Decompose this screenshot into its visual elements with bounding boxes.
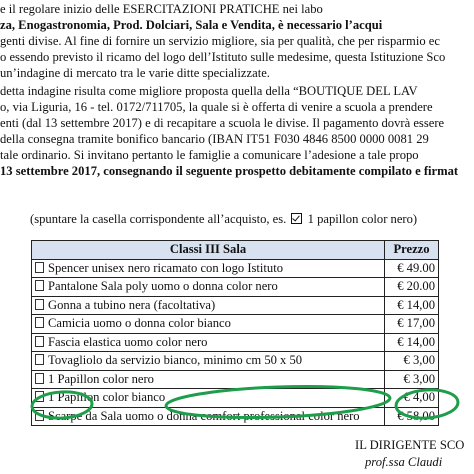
table-row bbox=[32, 333, 439, 352]
intro-line: della consegna tramite bonifico bancario (IBAN IT51 F030 4846 8500 0000 0081 29 bbox=[0, 132, 429, 146]
table-row bbox=[32, 296, 439, 315]
instruction-text: (spuntare la casella corrispondente all’acquisto, es. bbox=[30, 212, 287, 226]
instruction-example: 1 papillon color nero) bbox=[307, 212, 418, 226]
checkbox[interactable] bbox=[35, 391, 44, 402]
checkbox[interactable] bbox=[35, 262, 44, 273]
price-cell: € 49.00 bbox=[385, 259, 439, 278]
checkbox-instruction bbox=[30, 212, 417, 227]
checkbox[interactable] bbox=[35, 280, 44, 291]
column-header-item: Classi III Sala bbox=[32, 241, 385, 260]
price-cell: € 4,00 bbox=[385, 389, 439, 408]
table-row bbox=[32, 407, 439, 426]
intro-line: e il regolare inizio delle ESERCITAZIONI PRATICHE nei labo bbox=[0, 2, 323, 16]
table-row bbox=[32, 352, 439, 371]
item-cell: Pantalone Sala poly uomo o donna color nero bbox=[32, 278, 385, 297]
price-cell: € 58,00 bbox=[385, 407, 439, 426]
table-row bbox=[32, 315, 439, 334]
price-cell: € 3,00 bbox=[385, 370, 439, 389]
intro-line: za, Enogastronomia, Prod. Dolciari, Sala e Vendita, è necessario l’acqui bbox=[0, 18, 383, 32]
item-cell: Camicia uomo o donna color bianco bbox=[32, 315, 385, 334]
checked-box-icon bbox=[291, 213, 302, 224]
intro-line: o essendo previsto il ricamo del logo dell’Istituto sulle medesime, questa Istituzione Sco bbox=[0, 50, 446, 64]
checkbox[interactable] bbox=[35, 354, 44, 365]
checkbox[interactable] bbox=[35, 410, 44, 421]
item-cell: 1 Papillon color bianco bbox=[32, 389, 385, 408]
intro-line: o, via Liguria, 16 - tel. 0172/711705, la quale si è offerta di venire a scuola a prendere bbox=[0, 100, 433, 114]
table-row bbox=[32, 389, 439, 408]
item-cell: Gonna a tubino nera (facoltativa) bbox=[32, 296, 385, 315]
intro-line: genti divise. Al fine di fornire un servizio migliore, sia per qualità, che per risparmio ec bbox=[0, 34, 440, 48]
price-cell: € 14,00 bbox=[385, 296, 439, 315]
intro-line: 13 settembre 2017, consegnando il seguente prospetto debitamente compilato e firmat bbox=[0, 164, 459, 178]
intro-line: un’indagine di mercato tra le varie ditte specializzate. bbox=[0, 66, 270, 80]
checkbox[interactable] bbox=[35, 317, 44, 328]
table-row bbox=[32, 370, 439, 389]
checkbox[interactable] bbox=[35, 299, 44, 310]
checkbox[interactable] bbox=[35, 373, 44, 384]
intro-line: detta indagine risulta come migliore proposta quella della “BOUTIQUE DEL LAV bbox=[0, 84, 418, 98]
table-row bbox=[32, 259, 439, 278]
price-cell: € 17,00 bbox=[385, 315, 439, 334]
item-cell: 1 Papillon color nero bbox=[32, 370, 385, 389]
item-cell: Scarpe da Sala uomo o donna comfort professional color nero bbox=[32, 407, 385, 426]
checkbox[interactable] bbox=[35, 336, 44, 347]
signature-title: IL DIRIGENTE SCO bbox=[355, 438, 465, 452]
item-cell: Fascia elastica uomo color nero bbox=[32, 333, 385, 352]
item-cell: Tovagliolo da servizio bianco, minimo cm 50 x 50 bbox=[32, 352, 385, 371]
table-header-row bbox=[32, 241, 439, 260]
item-cell: Spencer unisex nero ricamato con logo Istituto bbox=[32, 259, 385, 278]
price-cell: € 14,00 bbox=[385, 333, 439, 352]
price-cell: € 20.00 bbox=[385, 278, 439, 297]
signature-name: prof.ssa Claudi bbox=[365, 455, 443, 469]
price-table bbox=[31, 240, 439, 426]
table-row bbox=[32, 278, 439, 297]
column-header-price: Prezzo bbox=[385, 241, 439, 260]
intro-line: tale ordinario. Si invitano pertanto le famiglie a comunicare l’adesione a tale propo bbox=[0, 148, 419, 162]
intro-line: enti (dal 13 settembre 2017) e di recapitare a scuola le divise. Il pagamento dovrà essere bbox=[0, 116, 445, 130]
price-cell: € 3,00 bbox=[385, 352, 439, 371]
